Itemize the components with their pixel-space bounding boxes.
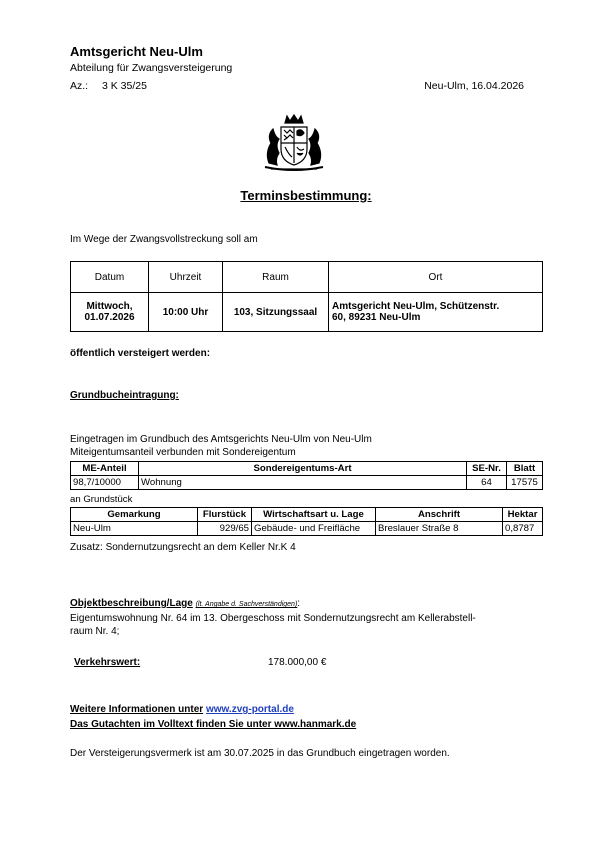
more-info-prefix: Weitere Informationen unter	[70, 704, 204, 715]
se-art-value: Wohnung	[139, 476, 467, 490]
object-description-heading	[70, 598, 300, 609]
co-ownership-table	[70, 461, 543, 490]
gemarkung-value: Neu-Ulm	[71, 522, 198, 536]
col-header-hektar: Hektar	[503, 508, 543, 522]
col-header-se-nr: SE-Nr.	[467, 462, 507, 476]
anschrift-value: Breslauer Straße 8	[376, 522, 503, 536]
case-number-label: Az.:	[70, 80, 89, 92]
case-number: 3 K 35/25	[102, 80, 147, 92]
document-title: Terminsbestimmung:	[240, 188, 372, 203]
appointment-date: Mittwoch, 01.07.2026	[71, 293, 149, 332]
market-value-label: Verkehrswert:	[74, 657, 141, 668]
me-anteil-value: 98,7/10000	[71, 476, 139, 490]
land-register-heading: Grundbucheintragung:	[70, 390, 179, 401]
expert-report-line: Das Gutachten im Volltext finden Sie unter www.hanmark.de	[70, 719, 357, 730]
parcel-table	[70, 507, 543, 536]
land-register-line1: Eingetragen im Grundbuch des Amtsgerichts Neu-Ulm von Neu-Ulm	[70, 434, 372, 445]
coat-of-arms-icon	[261, 113, 327, 173]
col-header-se-art: Sondereigentums-Art	[139, 462, 467, 476]
flurstueck-value: 929/65	[198, 522, 252, 536]
col-header-me-anteil: ME-Anteil	[71, 462, 139, 476]
object-heading-note: (lt. Angabe d. Sachverständigen)	[195, 601, 298, 608]
blatt-value: 17575	[507, 476, 543, 490]
col-header-raum: Raum	[223, 262, 329, 293]
col-header-wirtschaftsart: Wirtschaftsart u. Lage	[252, 508, 376, 522]
object-heading-colon: :	[297, 598, 301, 609]
object-description-line1: Eigentumswohnung Nr. 64 im 13. Obergeschoss mit Sondernutzungsrecht am Kellerabstell-	[70, 613, 476, 624]
col-header-blatt: Blatt	[507, 462, 543, 476]
appointment-place: Amtsgericht Neu-Ulm, Schützenstr. 60, 89231 Neu-Ulm	[329, 293, 543, 332]
more-info-line	[70, 704, 294, 715]
zusatz-text: Zusatz: Sondernutzungsrecht an dem Keller Nr.K 4	[70, 542, 296, 553]
court-name: Amtsgericht Neu-Ulm	[70, 44, 203, 59]
an-grundstueck: an Grundstück	[70, 494, 133, 505]
wirtschaftsart-value: Gebäude- und Freifläche	[252, 522, 376, 536]
auction-statement: öffentlich versteigert werden:	[70, 348, 211, 359]
zvg-portal-link[interactable]: www.zvg-portal.de	[205, 704, 294, 715]
col-header-uhrzeit: Uhrzeit	[149, 262, 223, 293]
appointment-time: 10:00 Uhr	[149, 293, 223, 332]
col-header-ort: Ort	[329, 262, 543, 293]
col-header-flurstueck: Flurstück	[198, 508, 252, 522]
intro-text: Im Wege der Zwangsvollstreckung soll am	[70, 234, 258, 245]
se-nr-value: 64	[467, 476, 507, 490]
market-value: 178.000,00 €	[268, 657, 327, 668]
place-date: Neu-Ulm, 16.04.2026	[424, 80, 524, 92]
col-header-anschrift: Anschrift	[376, 508, 503, 522]
auction-note: Der Versteigerungsvermerk ist am 30.07.2025 in das Grundbuch eingetragen worden.	[70, 748, 450, 759]
col-header-datum: Datum	[71, 262, 149, 293]
appointment-room: 103, Sitzungssaal	[223, 293, 329, 332]
object-description-line2: raum Nr. 4;	[70, 626, 120, 637]
col-header-gemarkung: Gemarkung	[71, 508, 198, 522]
object-heading: Objektbeschreibung/Lage	[70, 598, 193, 609]
hektar-value: 0,8787	[503, 522, 543, 536]
land-register-line2: Miteigentumsanteil verbunden mit Sondereigentum	[70, 447, 296, 458]
department: Abteilung für Zwangsversteigerung	[70, 62, 233, 74]
appointment-table	[70, 261, 543, 332]
